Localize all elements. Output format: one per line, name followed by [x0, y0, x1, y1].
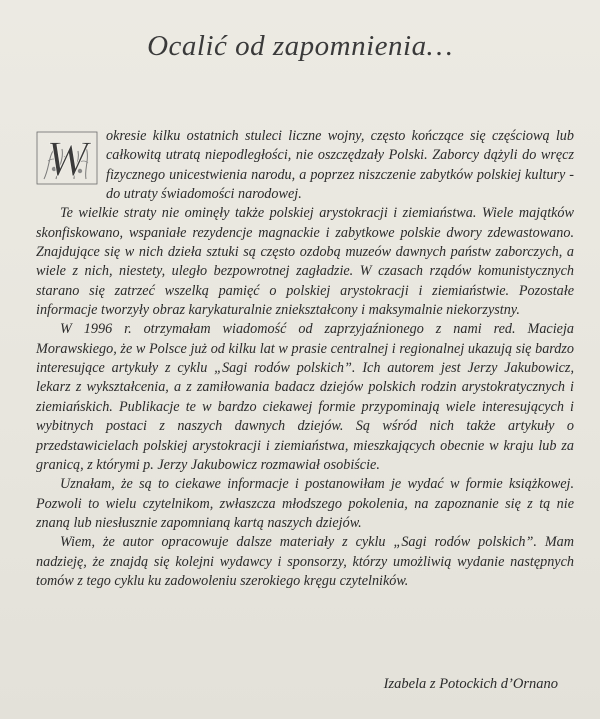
- paragraph-2: Te wielkie straty nie ominęły także polskiej arystokracji i ziemiaństwa. Wiele majątków skonfiskowano, wspaniałe rezydencje magnackie i zabytkowe polskie dwory zdewastowano. Znajdujące się w nich dzieła sztuki są często ozdobą muzeów dawnych państw zaborczych, a wiele z nich, niestety, uległo bezpowrotnej zagładzie. W czasach rządów komunistycznych starano się zatrzeć wszelką pamięć o polskiej arystokracji i ziemiaństwie. Pozostałe informacje tworzyły obraz karykaturalnie zniekształcony i maksymalnie niekorzystny.: [36, 205, 574, 319]
- paragraph-1-text: okresie kilku ostatnich stuleci liczne wojny, często kończące się częściową lub całkowitą utratą niepodległości, nie oszczędzały Polski. Zaborcy dążyli do wręcz fizycznego unicestwienia narodu, a poprzez niszczenie zabytków polskiej kultury - do utraty świadomości narodowej.: [106, 128, 574, 203]
- paragraph-3: W 1996 r. otrzymałam wiadomość od zaprzyjaźnionego z nami red. Macieja Morawskiego, że w Polsce już od kilku lat w prasie centralnej i regionalnej ukazują się bardzo interesujące artykuły z cyklu „Sagi rodów polskich”. Ich autorem jest Jerzy Jakubowicz, lekarz z wykształcenia, a z zamiłowania badacz dziejów polskich rodzin arystokratycznych i ziemiańskich. Publikacje te w bardzo ciekawej formie przypominają wiele interesujących i wybitnych postaci z naszych dawnych dziejów. Są wśród nich także artykuły o przedstawicielach polskiej arystokracji i ziemiaństwa, mieszkających obecnie w kraju lub za granicą, z którymi p. Jerzy Jakubowicz rozmawiał osobiście.: [36, 321, 574, 473]
- body-text: [36, 127, 574, 591]
- svg-text:W: W: [46, 130, 88, 186]
- paragraph-1: [36, 127, 574, 204]
- page-title: Ocalić od zapomnienia…: [147, 30, 453, 62]
- paragraph-4: Uznałam, że są to ciekawe informacje i postanowiłam je wydać w formie książkowej. Pozwoli to wielu czytelnikom, zwłaszcza młodszego pokolenia, na zapoznanie się z tą nie znaną lub niesłusznie zapomnianą kartą naszych dziejów.: [36, 476, 574, 531]
- signature: Izabela z Potockich d’Ornano: [383, 676, 558, 692]
- paragraph-5: Wiem, że autor opracowuje dalsze materiały z cyklu „Sagi rodów polskich”. Mam nadzieję, że znajdą się kolejni wydawcy i sponsorzy, którzy umożliwią wydanie następnych tomów z tego cyklu ku zadowoleniu szerokiego kręgu czytelników.: [36, 534, 574, 589]
- ornamental-initial-w-icon: [34, 129, 100, 187]
